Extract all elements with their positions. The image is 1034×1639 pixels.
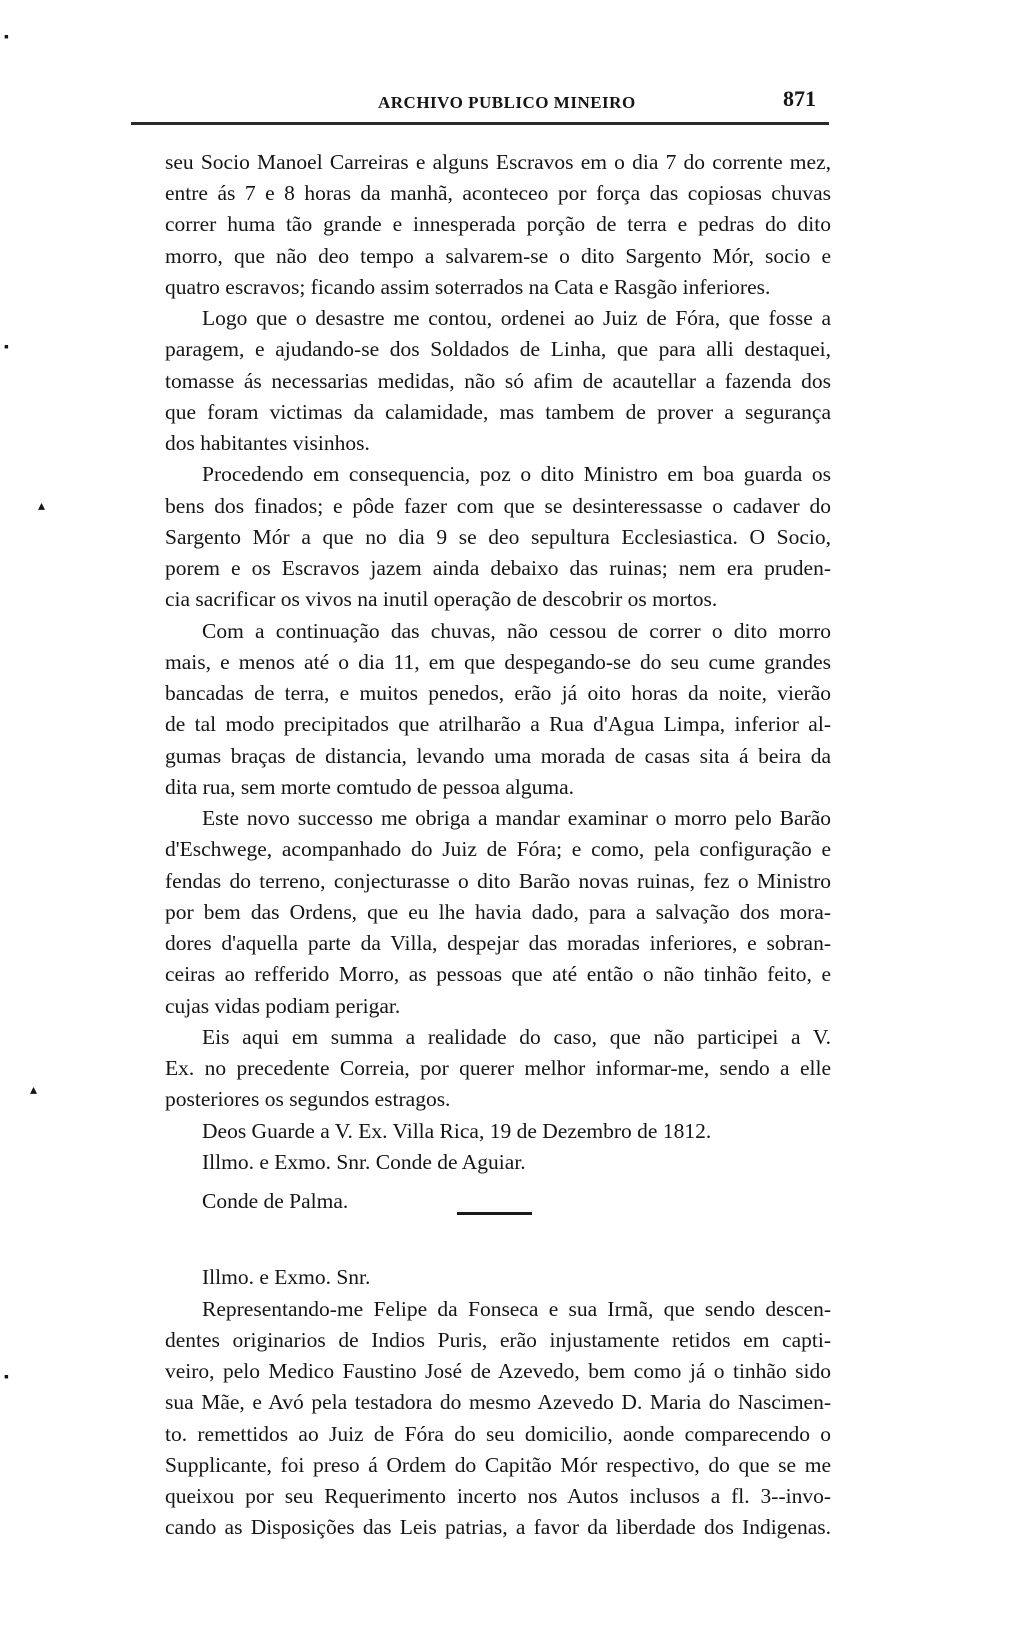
paragraph-first-line: Procedendo em consequencia, poz o dito Ministro em boa guarda os	[202, 462, 831, 486]
section-separator	[457, 1212, 532, 1215]
scan-mark: ▴	[38, 499, 46, 514]
scan-mark: ▪	[4, 1370, 9, 1385]
running-header-title: ARCHIVO PUBLICO MINEIRO	[378, 93, 636, 112]
text-line: porem e os Escravos jazem ainda debaixo das ruinas; nem era pruden-	[165, 556, 831, 580]
addressee: Illmo. e Exmo. Snr. Conde de Aguiar.	[202, 1150, 526, 1174]
text-line: mais, e menos até o dia 11, em que despegando-se do seu cume grandes	[165, 650, 831, 674]
text-line: de tal modo precipitados que atrilharão a Rua d'Agua Limpa, inferior al-	[165, 712, 831, 736]
text-line: por bem das Ordens, que eu lhe havia dado, para a salvação dos mora-	[165, 900, 831, 924]
text-line: Ex. no precedente Correia, por querer melhor informar-me, sendo a elle	[165, 1056, 831, 1080]
text-line: Sargento Mór a que no dia 9 se deo sepultura Ecclesiastica. O Socio,	[165, 525, 831, 549]
text-line: tomasse ás necessarias medidas, não só afim de acautellar a fazenda dos	[165, 369, 831, 393]
text-line: cando as Disposições das Leis patrias, a favor da liberdade dos Indigenas.	[165, 1515, 831, 1539]
paragraph-first-line: Representando-me Felipe da Fonseca e sua Irmã, que sendo descen-	[202, 1297, 831, 1321]
text-line: fendas do terreno, conjecturasse o dito Barão novas ruinas, fez o Ministro	[165, 869, 831, 893]
page-number: 871	[783, 86, 816, 111]
text-line: Supplicante, foi preso á Ordem do Capitão Mór respectivo, do que se me	[165, 1453, 831, 1477]
signature-text: Conde de Palma.	[202, 1189, 349, 1213]
text-line: bens dos finados; e pôde fazer com que se desinteressasse o cadaver do	[165, 494, 831, 518]
scan-mark: ▪	[4, 30, 9, 45]
text-line: morro, que não deo tempo a salvarem-se o dito Sargento Mór, socio e	[165, 244, 831, 268]
text-line: ceiras ao refferido Morro, as pessoas que até então o não tinhão feito, e	[165, 962, 831, 986]
text-line: entre ás 7 e 8 horas da manhã, aconteceo por força das copiosas chuvas	[165, 181, 831, 205]
text-line: dos habitantes visinhos.	[165, 431, 370, 455]
salutation: Illmo. e Exmo. Snr.	[202, 1265, 371, 1289]
text-line: cujas vidas podiam perigar.	[165, 994, 401, 1018]
paragraph-first-line: Logo que o desastre me contou, ordenei ao Juiz de Fóra, que fosse a	[202, 306, 831, 330]
text-line: posteriores os segundos estragos.	[165, 1087, 451, 1111]
scan-mark: ▴	[30, 1083, 38, 1098]
text-line: dentes originarios de Indios Puris, erão injustamente retidos em capti-	[165, 1328, 831, 1352]
text-line: sua Mãe, e Avó pela testadora do mesmo Azevedo D. Maria do Nascimen-	[165, 1390, 831, 1414]
text-line: cia sacrificar os vivos na inutil operação de descobrir os mortos.	[165, 587, 718, 611]
text-line: queixou por seu Requerimento incerto nos Autos inclusos a fl. 3--invo-	[165, 1484, 831, 1508]
text-line: to. remettidos ao Juiz de Fóra do seu domicilio, aonde comparecendo o	[165, 1422, 831, 1446]
text-line: gumas braças de distancia, levando uma morada de casas sita á beira da	[165, 744, 831, 768]
text-line: quatro escravos; ficando assim soterrados na Cata e Rasgão inferiores.	[165, 275, 771, 299]
text-line: correr huma tão grande e innesperada porção de terra e pedras do dito	[165, 212, 831, 236]
text-line: que foram victimas da calamidade, mas tambem de prover a segurança	[165, 400, 831, 424]
text-line: dores d'aquella parte da Villa, despejar das moradas inferiores, e sobran-	[165, 931, 831, 955]
text-line: dita rua, sem morte comtudo de pessoa alguma.	[165, 775, 574, 799]
text-line: veiro, pelo Medico Faustino José de Azevedo, bem como já o tinhão sido	[165, 1359, 831, 1383]
header-rule	[131, 122, 829, 125]
paragraph-first-line: Com a continuação das chuvas, não cessou de correr o dito morro	[202, 619, 831, 643]
paragraph-first-line: Este novo successo me obriga a mandar examinar o morro pelo Barão	[202, 806, 831, 830]
scan-mark: ▪	[4, 340, 9, 355]
text-line: d'Eschwege, acompanhado do Juiz de Fóra; e como, pela configuração e	[165, 837, 831, 861]
text-line: bancadas de terra, e muitos penedos, erão já oito horas da noite, vierão	[165, 681, 831, 705]
text-line: paragem, e ajudando-se dos Soldados de Linha, que para alli destaquei,	[165, 337, 831, 361]
closing-salutation: Deos Guarde a V. Ex. Villa Rica, 19 de Dezembro de 1812.	[202, 1119, 712, 1143]
text-line: seu Socio Manoel Carreiras e alguns Escravos em o dia 7 do corrente mez,	[165, 150, 831, 174]
paragraph-first-line: Eis aqui em summa a realidade do caso, que não participei a V.	[202, 1025, 831, 1049]
